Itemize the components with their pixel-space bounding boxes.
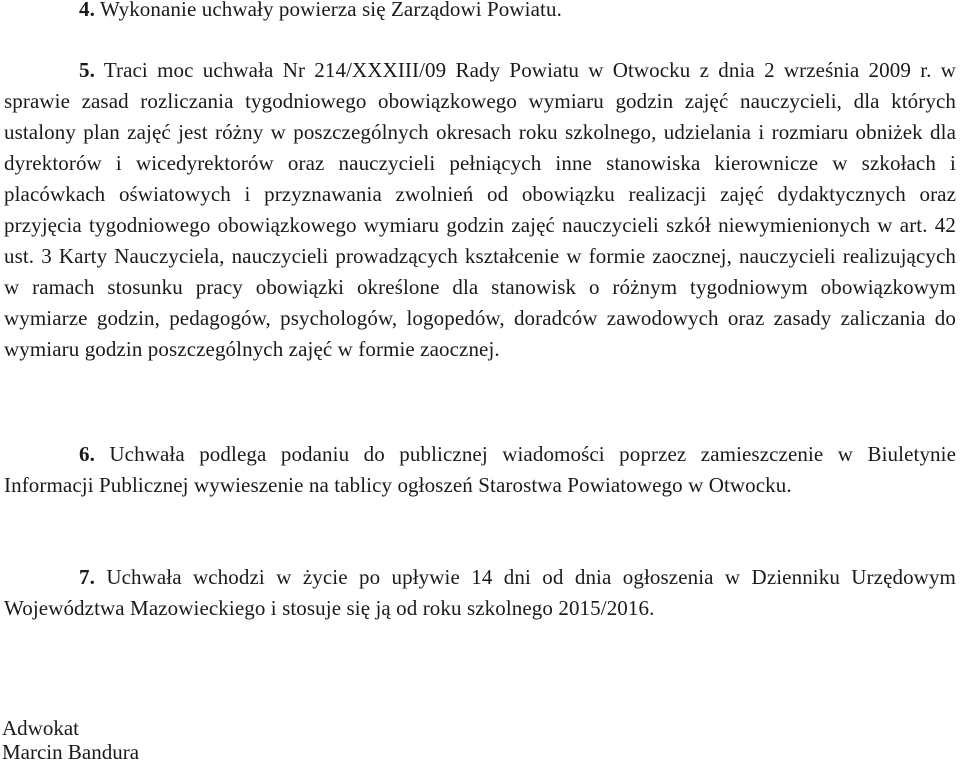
- paragraph-number: 6.: [79, 442, 95, 466]
- paragraph-4: [4, 0, 956, 25]
- paragraph-text: Uchwała podlega podaniu do publicznej wiadomości poprzez zamieszczenie w Biuletynie Informacji Publicznej wywieszenie na tablicy ogłoszeń Starostwa Powiatowego w Otwocku.: [4, 442, 956, 497]
- paragraph-7: [4, 562, 956, 624]
- paragraph-number: 7.: [79, 565, 95, 589]
- paragraph-text: Wykonanie uchwały powierza się Zarządowi Powiatu.: [99, 0, 562, 21]
- signature-title: Adwokat: [2, 716, 79, 740]
- signature-name: Marcin Bandura: [2, 740, 140, 764]
- paragraph-number: 4.: [79, 0, 95, 21]
- paragraph-text: Traci moc uchwała Nr 214/XXXIII/09 Rady Powiatu w Otwocku z dnia 2 września 2009 r. w sprawie zasad rozliczania tygodniowego obowiązkowego wymiaru godzin zajęć nauczycieli, dla których ustalony plan zajęć jest różny w poszczególnych okresach roku szkolnego, udzielania i rozmiaru obniżek dla dyrektorów i wicedyrektorów oraz nauczycieli pełniących inne stanowiska kierownicze w szkołach i placówkach oświatowych i przyznawania zwolnień od obowiązku realizacji zajęć dydaktycznych oraz przyjęcia tygodniowego obowiązkowego wymiaru godzin zajęć nauczycieli szkół niewymienionych w art. 42 ust. 3 Karty Nauczyciela, nauczycieli prowadzących kształcenie w formie zaocznej, nauczycieli realizujących w ramach stosunku pracy obowiązki określone dla stanowisk o różnym tygodniowym obowiązkowym wymiarze godzin, pedagogów, psychologów, logopedów, doradców zawodowych oraz zasady zaliczania do wymiaru godzin poszczególnych zajęć w formie zaocznej.: [4, 58, 956, 361]
- paragraph-5: [4, 55, 956, 365]
- paragraph-number: 5.: [79, 58, 95, 82]
- paragraph-6: [4, 439, 956, 501]
- paragraph-text: Uchwała wchodzi w życie po upływie 14 dni od dnia ogłoszenia w Dzienniku Urzędowym Województwa Mazowieckiego i stosuje się ją od roku szkolnego 2015/2016.: [4, 565, 956, 620]
